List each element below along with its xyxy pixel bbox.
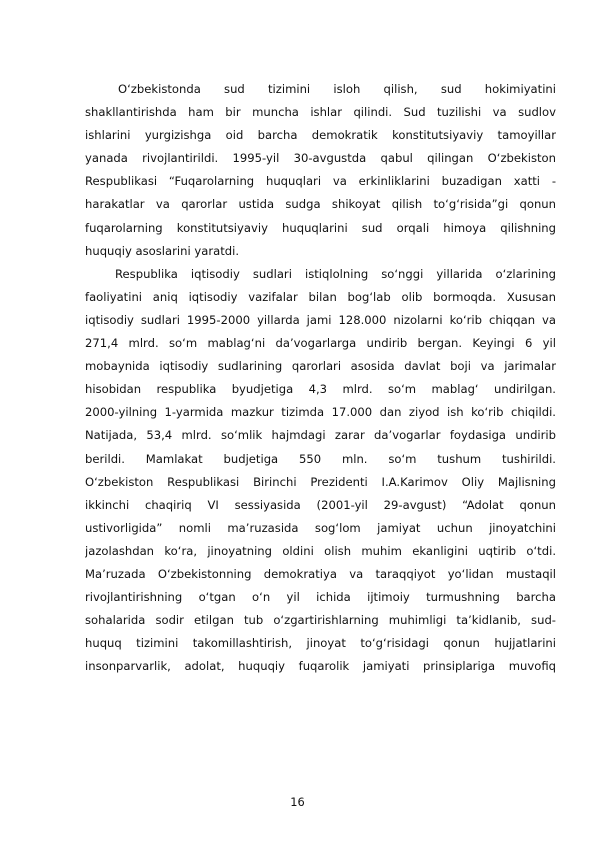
page-number: 16 xyxy=(290,795,305,809)
paragraph-1 xyxy=(85,78,556,263)
text-line: faoliyatini aniq iqtisodiy vazifalar bilan bog‘lab olib bormoqda. Xususan xyxy=(85,289,556,304)
text-line: huquqiy asoslarini yaratdi. xyxy=(85,243,240,258)
text-line: ustivorligida” nomli ma’ruzasida sog‘lom jamiyat uchun jinoyatchini xyxy=(85,520,556,535)
text-line: Ma’ruzada O‘zbekistonning demokratiya va taraqqiyot yo‘lidan mustaqil xyxy=(85,566,556,581)
text-line: berildi. Mamlakat budjetiga 550 mln. so‘m tushum tushirildi. xyxy=(85,451,556,466)
text-line: ishlarini yurgizishga oid barcha demokratik konstitutsiyaviy tamoyillar xyxy=(85,128,556,143)
text-line: iqtisodiy sudlari 1995-2000 yillarda jami 128.000 nizolarni ko‘rib chiqqan va xyxy=(85,312,556,327)
text-line: harakatlar va qarorlar ustida sudga shikoyat qilish to‘g‘risida”gi qonun xyxy=(85,197,556,212)
text-line: O‘zbekiston Respublikasi Birinchi Prezidenti I.A.Karimov Oliy Majlisning xyxy=(85,474,556,489)
text-line: Natijada, 53,4 mlrd. so‘mlik hajmdagi zarar da’vogarlar foydasiga undirib xyxy=(85,428,556,443)
text-line: sohalarida sodir etilgan tub o‘zgartirishlarning muhimligi ta’kidlanib, sud- xyxy=(85,613,556,628)
text-line: O‘zbekistonda sud tizimini isloh qilish, sud hokimiyatini xyxy=(118,82,556,96)
text-line: hisobidan respublika byudjetiga 4,3 mlrd. so‘m mablag‘ undirilgan. xyxy=(85,382,556,397)
text-line: mobaynida iqtisodiy sudlarining qarorlari asosida davlat boji va jarimalar xyxy=(85,359,556,374)
text-line: insonparvarlik, adolat, huquqiy fuqarolik jamiyati prinsiplariga muvofiq xyxy=(85,659,556,674)
text-line: 271,4 mlrd. so‘m mablag‘ni da’vogarlarga undirib bergan. Keyingi 6 yil xyxy=(85,336,556,351)
document-body xyxy=(85,78,556,678)
paragraph-2 xyxy=(85,263,556,679)
text-line: Respublika iqtisodiy sudlari istiqlolning so‘nggi yillarida o‘zlarining xyxy=(115,266,556,281)
text-line: huquq tizimini takomillashtirish, jinoyat to‘g‘risidagi qonun hujjatlarini xyxy=(85,636,556,651)
text-line: yanada rivojlantirildi. 1995-yil 30-avgustda qabul qilingan O‘zbekiston xyxy=(85,151,556,166)
text-line: shakllantirishda ham bir muncha ishlar qilindi. Sud tuzilishi va sudlov xyxy=(85,105,556,120)
text-line: fuqarolarning konstitutsiyaviy huquqlarini sud orqali himoya qilishning xyxy=(85,220,556,235)
text-line: ikkinchi chaqiriq VI sessiyasida (2001-yil 29-avgust) “Adolat qonun xyxy=(85,497,556,512)
text-line: Respublikasi “Fuqarolarning huquqlari va erkinliklarini buzadigan xatti - xyxy=(85,174,556,189)
text-line: 2000-yilning 1-yarmida mazkur tizimda 17.000 dan ziyod ish ko‘rib chiqildi. xyxy=(85,405,556,420)
text-line: jazolashdan ko‘ra, jinoyatning oldini olish muhim ekanligini uqtirib o‘tdi. xyxy=(85,543,556,558)
text-line: rivojlantirishning o‘tgan o‘n yil ichida ijtimoiy turmushning barcha xyxy=(85,590,556,605)
